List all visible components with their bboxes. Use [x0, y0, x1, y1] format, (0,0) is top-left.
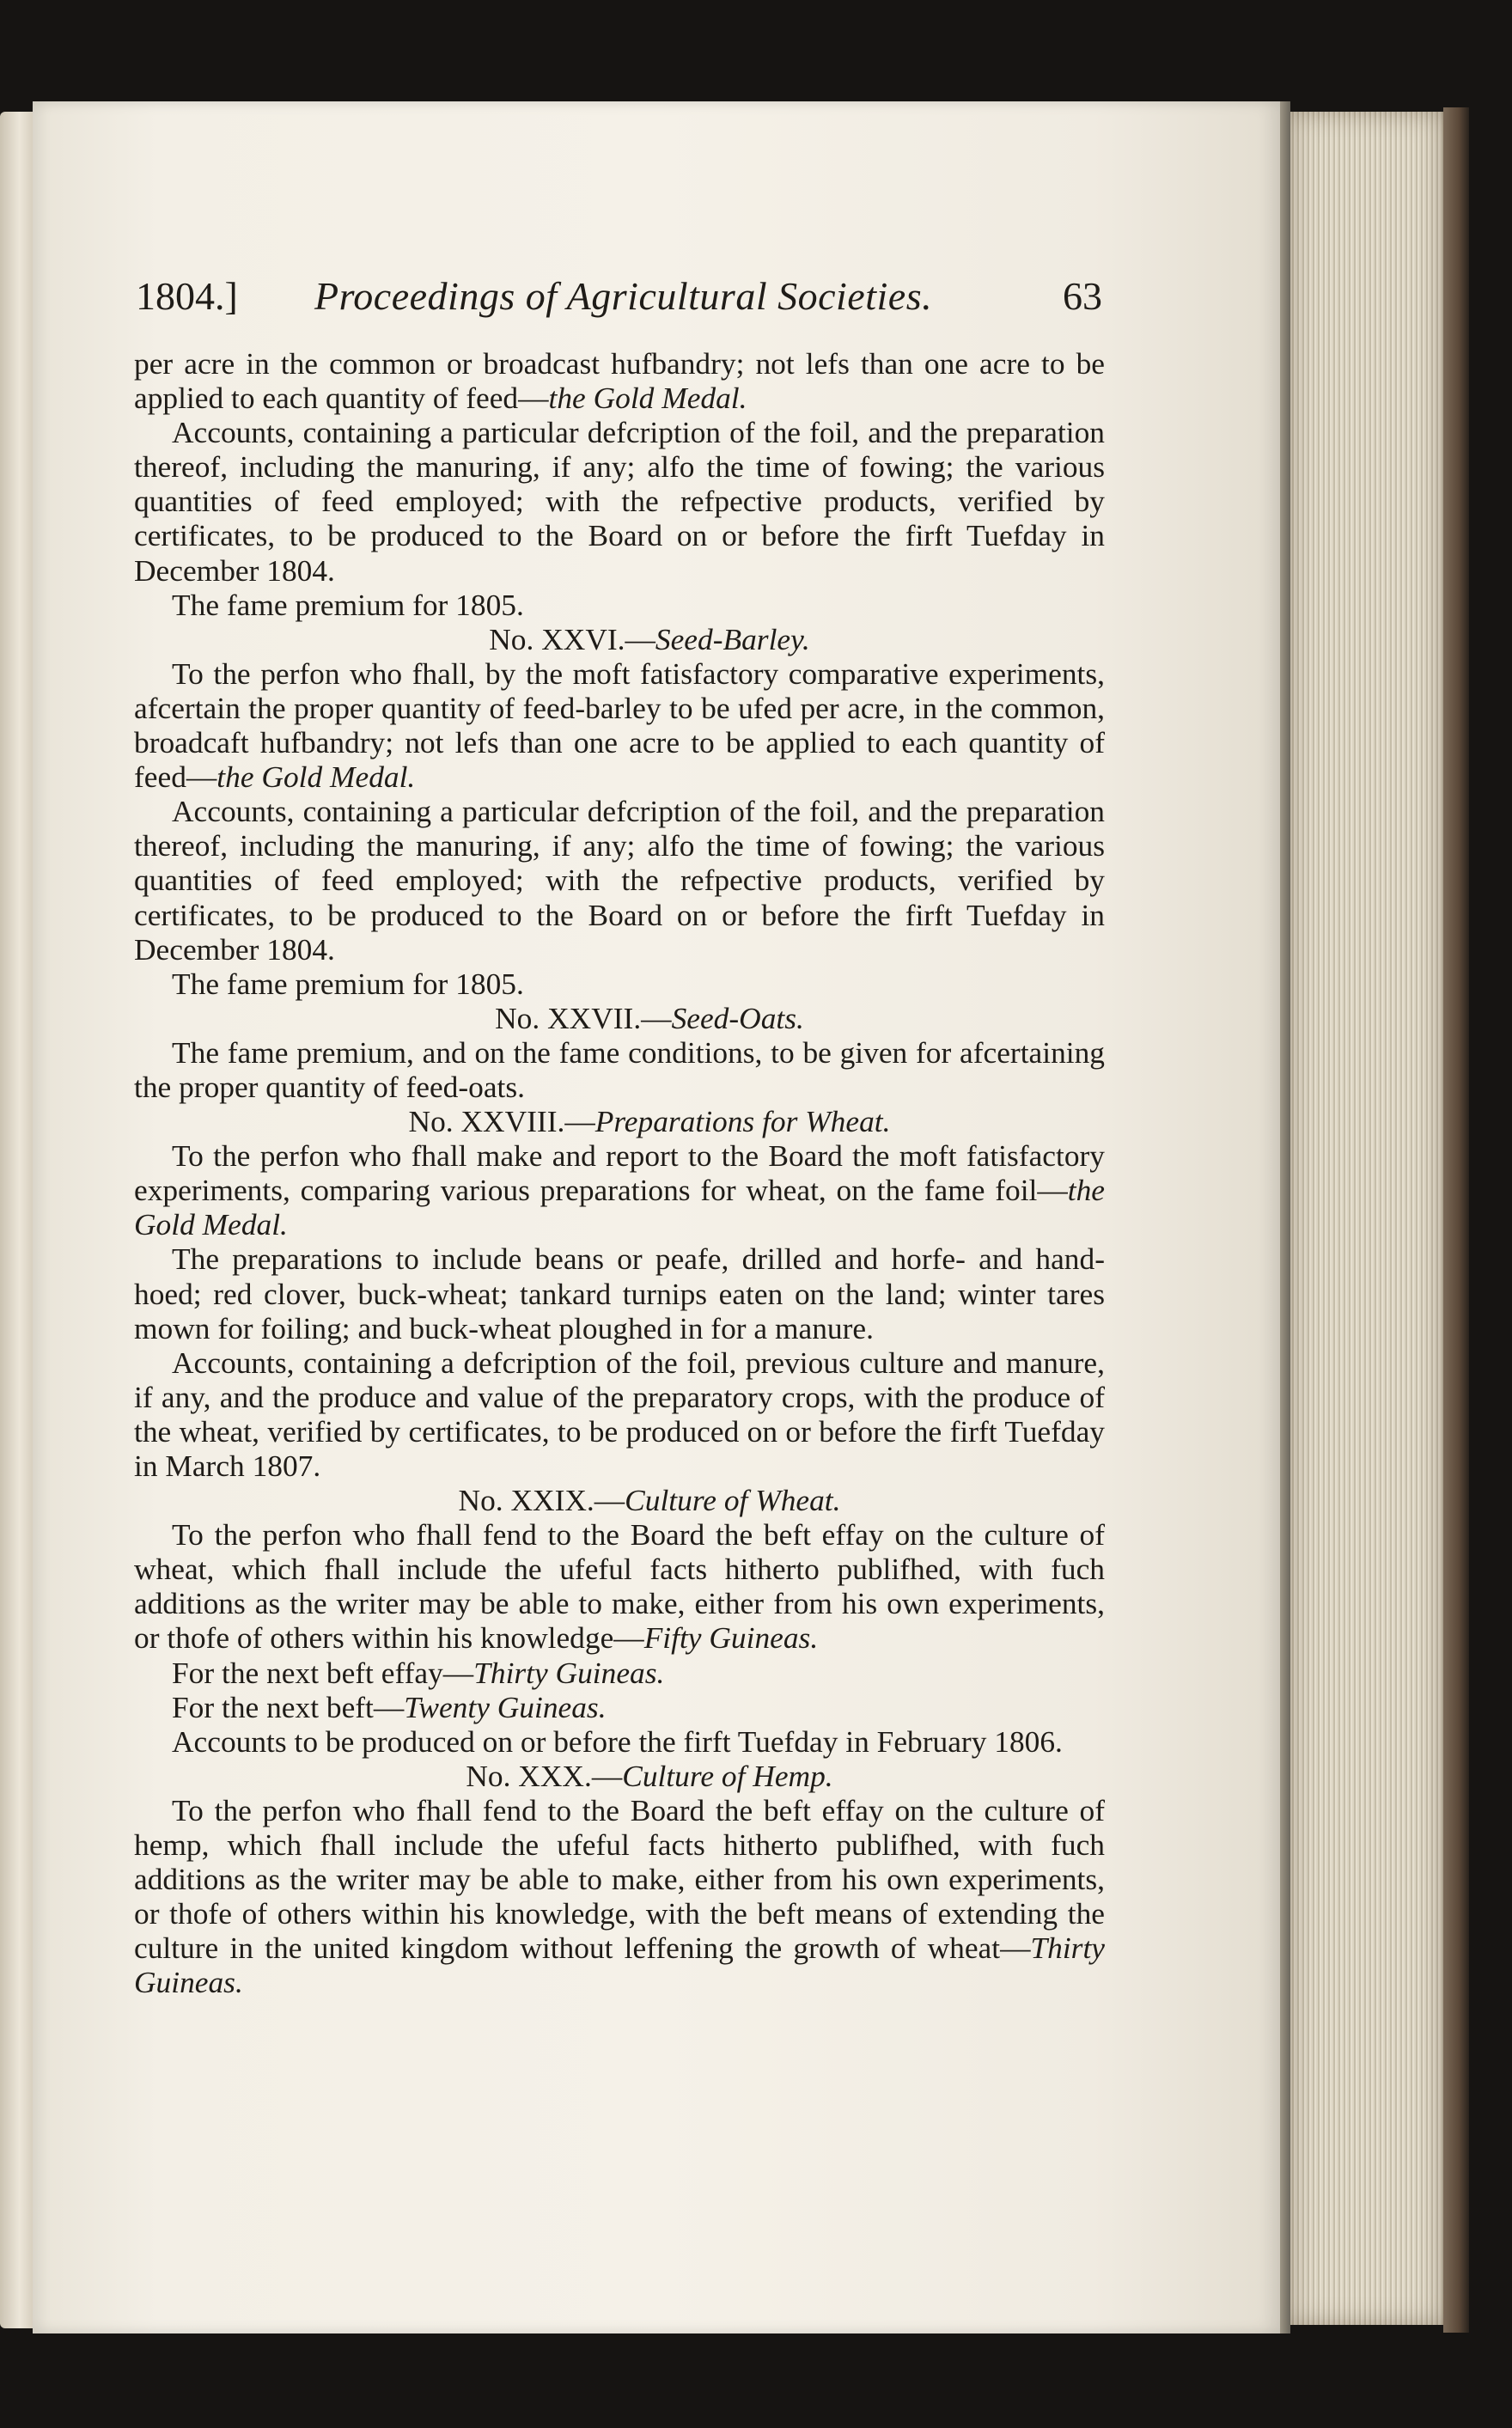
- paragraph: To the perfon who fhall fend to the Board the beft effay on the culture of hemp, which fhall include the ufeful facts hitherto publifhed, with fuch additions as the writer may be able to make, either from his own experiments, or thofe of others within his knowledge, with the beft means of extending the culture in the united kingdom without leffening the growth of wheat—Thirty Guineas.: [134, 1792, 1105, 2000]
- paragraph: The fame premium, and on the fame conditions, to be given for afcertaining the proper quantity of feed-oats.: [134, 1034, 1105, 1104]
- paragraph: Accounts to be produced on or before the firft Tuefday in February 1806.: [172, 1723, 1063, 1759]
- section-heading: No. XXVII.—Seed-Oats.: [495, 1000, 804, 1035]
- page-number: 63: [1063, 274, 1102, 318]
- paragraph: Accounts, containing a defcription of the foil, previous culture and manure, if any, and the produce and value of the preparatory crops, with the produce of the wheat, verified by certificates, to be produced on or before the firft Tuefday in March 1807.: [134, 1345, 1105, 1483]
- page-edges: [1290, 112, 1443, 2325]
- paragraph: The preparations to include beans or peafe, drilled and horfe- and hand-hoed; red clover, buck-wheat; tankard turnips eaten on the land; winter tares mown for foiling; and buck-wheat ploughed in for a manure.: [134, 1241, 1105, 1345]
- page-text: [134, 346, 1105, 2000]
- paragraph: The fame premium for 1805.: [172, 966, 524, 1001]
- book-cover-edge: [1443, 107, 1469, 2333]
- running-header: [136, 273, 1102, 325]
- header-year: 1804.]: [136, 274, 238, 318]
- paragraph: Accounts, containing a particular defcription of the foil, and the preparation thereof, including the manuring, if any; alfo the time of fowing; the various quantities of feed employed; with the refpective products, verified by certificates, to be produced to the Board on or before the firft Tuefday in December 1804.: [134, 415, 1105, 588]
- section-heading: No. XXIX.—Culture of Wheat.: [458, 1483, 841, 1518]
- paragraph: per acre in the common or broadcast hufbandry; not lefs than one acre to be applied to each quantity of feed—the Gold Medal.: [134, 346, 1105, 416]
- page-gutter-shadow: [1280, 101, 1290, 2333]
- section-heading: No. XXVI.—Seed-Barley.: [489, 621, 810, 656]
- section-heading: No. XXVIII.—Preparations for Wheat.: [408, 1104, 891, 1139]
- paragraph: To the perfon who fhall fend to the Board the beft effay on the culture of wheat, which fhall include the ufeful facts hitherto publifhed, with fuch additions as the writer may be able to make, either from his own experiments, or thofe of others within his knowledge—Fifty Guineas.: [134, 1517, 1105, 1656]
- running-title: Proceedings of Agricultural Societies.: [314, 274, 933, 318]
- paragraph: To the perfon who fhall make and report to the Board the moft fatisfactory experiments, comparing various preparations for wheat, on the fame foil—the Gold Medal.: [134, 1138, 1105, 1242]
- paragraph: Accounts, containing a particular defcription of the foil, and the preparation thereof, including the manuring, if any; alfo the time of fowing; the various quantities of feed employed; with the refpective products, verified by certificates, to be produced to the Board on or before the firft Tuefday in December 1804.: [134, 794, 1105, 967]
- paragraph: For the next beft effay—Thirty Guineas.: [172, 1655, 665, 1690]
- paragraph: For the next beft—Twenty Guineas.: [172, 1689, 607, 1724]
- section-heading: No. XXX.—Culture of Hemp.: [466, 1758, 833, 1793]
- paragraph: To the perfon who fhall, by the moft fatisfactory comparative experiments, afcertain the proper quantity of feed-barley to be ufed per acre, in the common, broadcaft hufbandry; not lefs than one acre to be applied to each quantity of feed—the Gold Medal.: [134, 656, 1105, 795]
- facing-page-edge: [0, 112, 33, 2328]
- paragraph: The fame premium for 1805.: [172, 587, 524, 622]
